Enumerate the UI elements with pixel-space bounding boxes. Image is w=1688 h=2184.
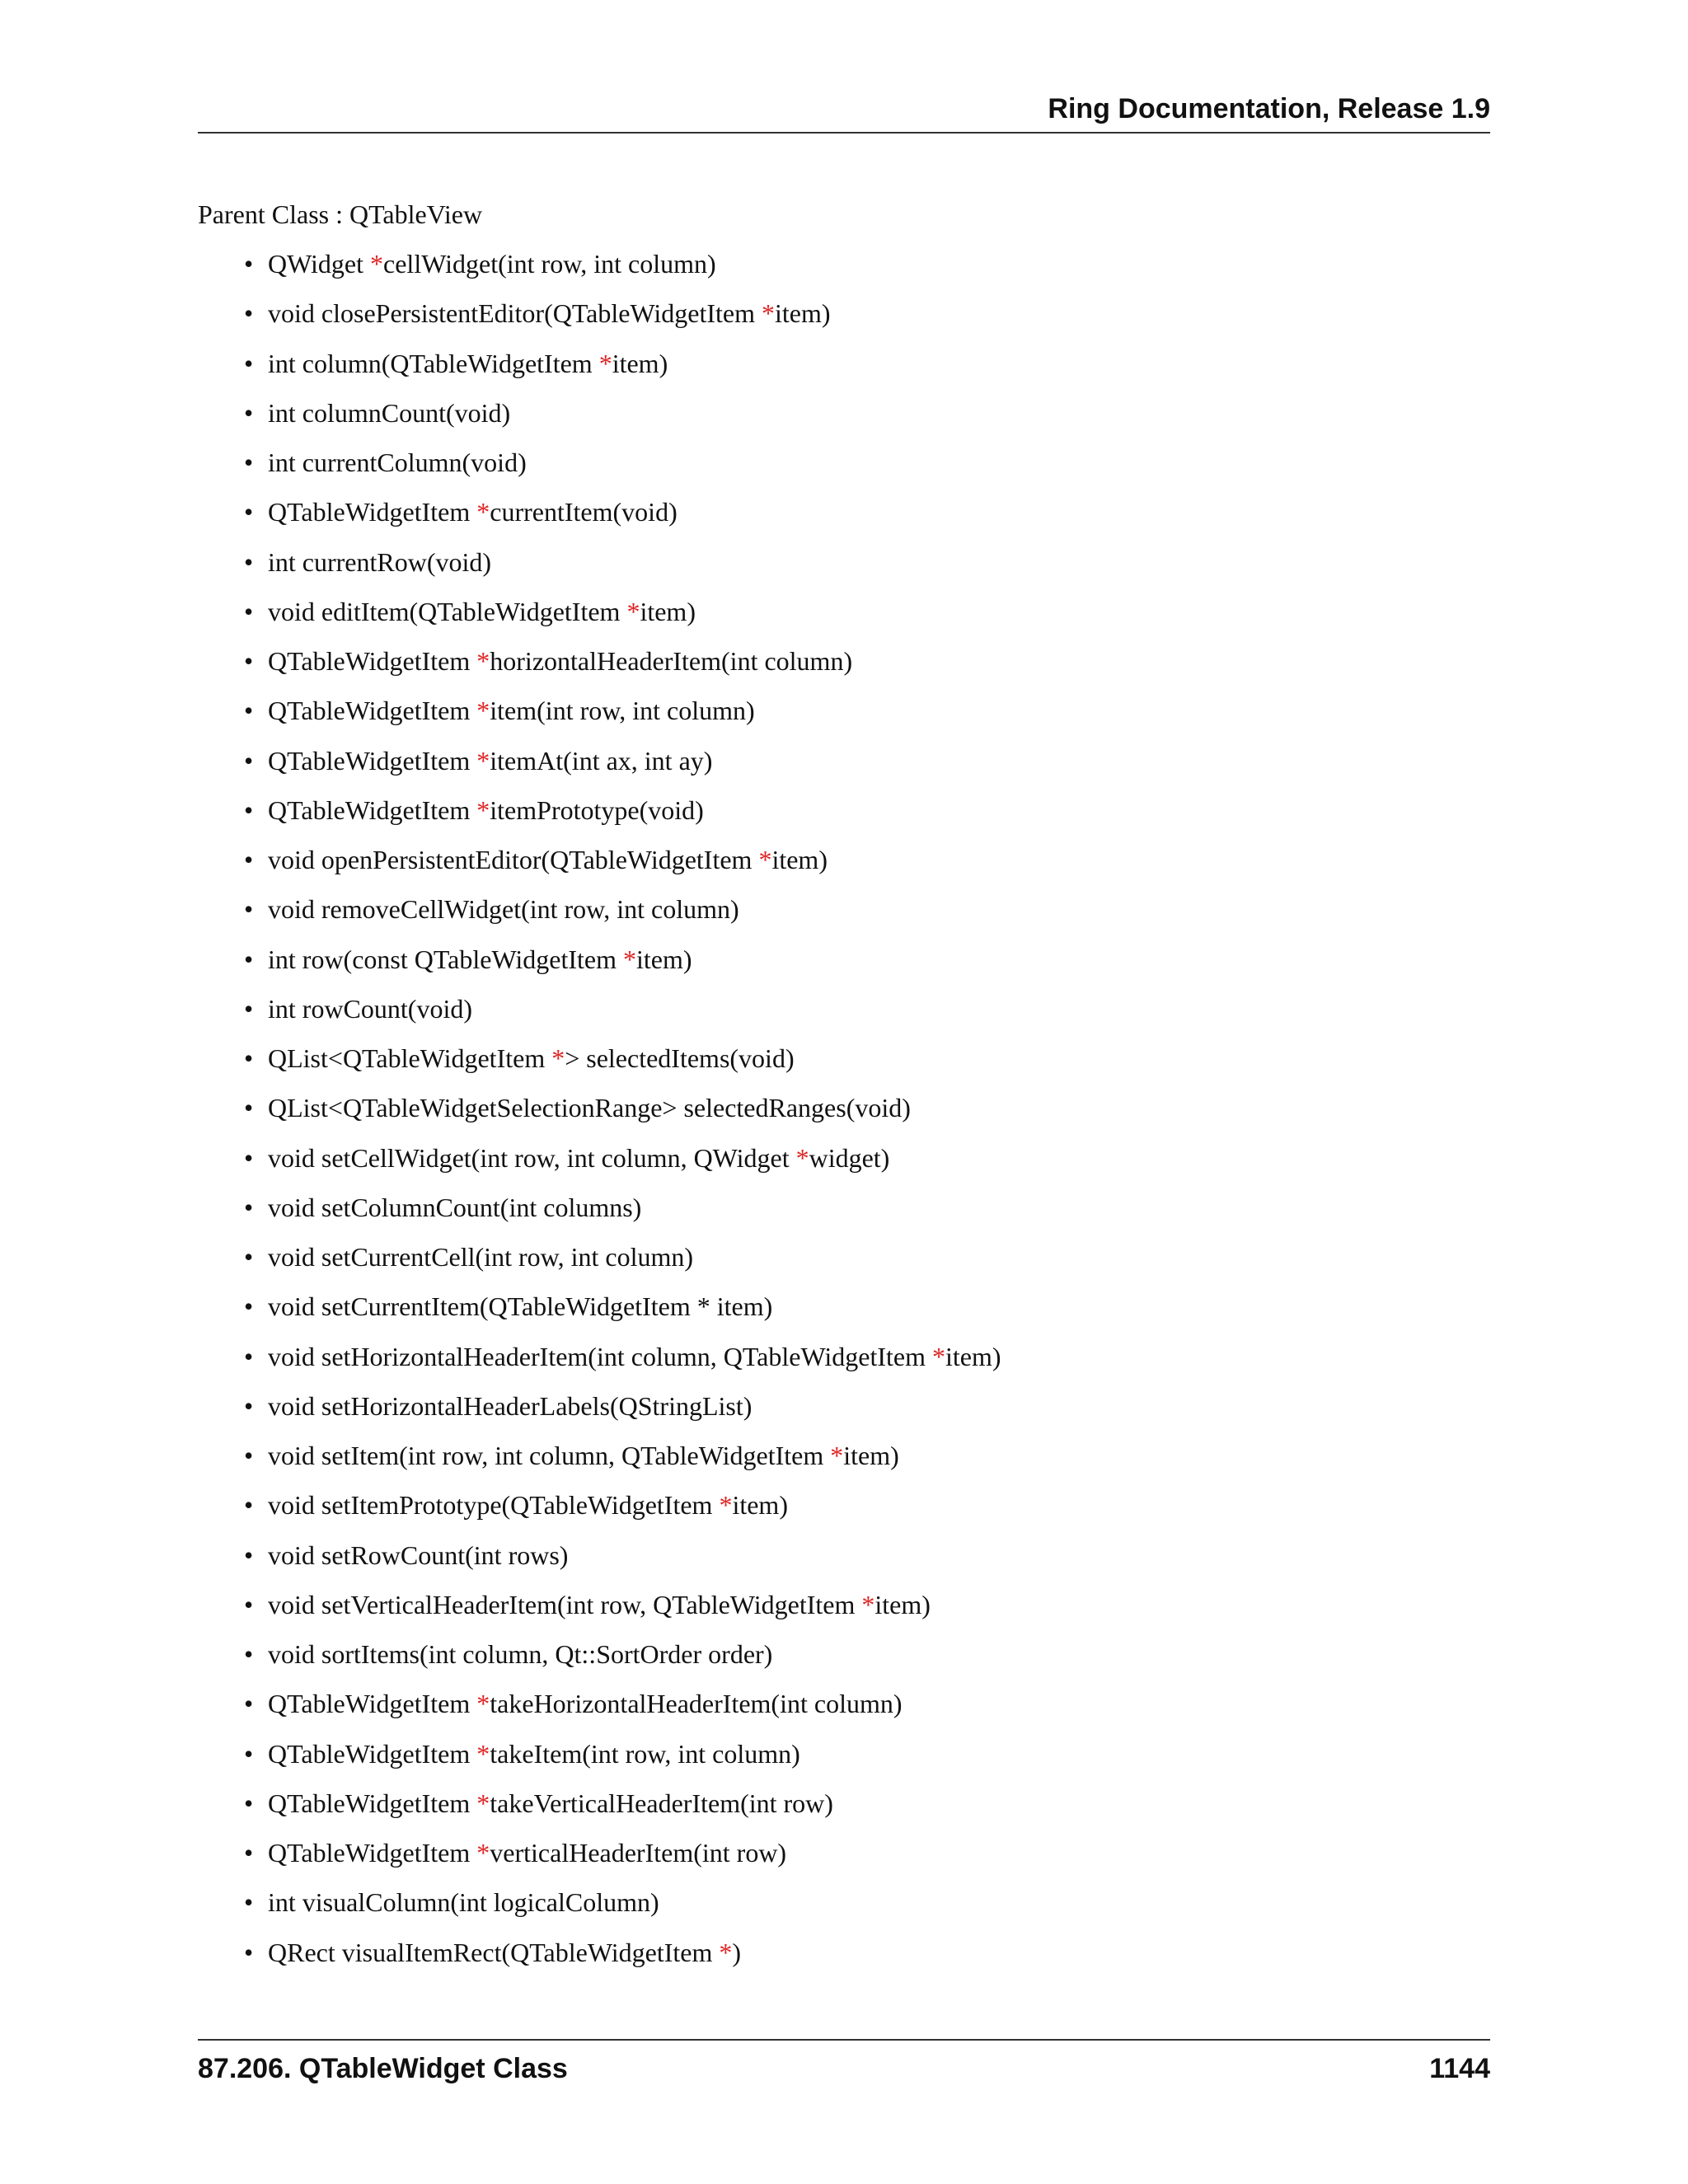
bullet-icon: • <box>244 1390 254 1421</box>
bullet-icon: • <box>244 1738 254 1769</box>
method-item <box>0 396 1001 446</box>
method-signature-part: void setHorizontalHeaderLabels(QStringList) <box>268 1390 753 1421</box>
method-item <box>0 1091 1001 1141</box>
pointer-asterisk: * <box>623 944 637 974</box>
method-item <box>0 992 1001 1042</box>
parent-class-line: Parent Class : QTableView <box>198 199 483 229</box>
pointer-asterisk: * <box>476 696 490 726</box>
bullet-icon: • <box>244 1142 254 1173</box>
method-signature-part: int currentColumn(void) <box>268 448 527 477</box>
method-signature-part: void setCellWidget(int row, int column, QWidget <box>268 1142 796 1173</box>
method-signature-part: QTableWidgetItem <box>268 794 477 825</box>
method-signature-part: verticalHeaderItem(int row) <box>490 1838 787 1868</box>
method-item <box>0 694 1001 743</box>
method-signature-part: QTableWidgetItem <box>268 497 477 527</box>
method-item <box>0 297 1001 346</box>
bullet-icon: • <box>244 397 254 428</box>
doc-title: Ring Documentation, Release 1.9 <box>1048 93 1490 124</box>
method-signature-part: item) <box>771 845 828 874</box>
method-item <box>0 1340 1001 1390</box>
bullet-icon: • <box>244 1937 254 1967</box>
method-signature-part: QTableWidgetItem <box>268 1788 477 1818</box>
pointer-asterisk: * <box>626 596 640 626</box>
method-signature-part: void closePersistentEditor(QTableWidgetItem <box>268 298 762 329</box>
method-item <box>0 1588 1001 1638</box>
method-item <box>0 1240 1001 1290</box>
bullet-icon: • <box>244 1441 254 1470</box>
method-item <box>0 446 1001 495</box>
bullet-icon: • <box>244 1887 254 1918</box>
pointer-asterisk: * <box>719 1937 733 1967</box>
bullet-icon: • <box>244 845 254 874</box>
pointer-asterisk: * <box>476 1738 490 1769</box>
pointer-asterisk: * <box>830 1441 844 1470</box>
bullet-icon: • <box>244 696 254 726</box>
method-item <box>0 1936 1001 1985</box>
pointer-asterisk: * <box>551 1043 565 1073</box>
method-signature-part: itemPrototype(void) <box>490 794 704 825</box>
section-title: 87.206. QTableWidget Class <box>198 2053 568 2084</box>
method-item <box>0 1042 1001 1091</box>
method-item <box>0 1836 1001 1886</box>
method-signature-part: int visualColumn(int logicalColumn) <box>268 1887 659 1918</box>
method-signature-part: void setCurrentCell(int row, int column) <box>268 1242 694 1272</box>
method-item <box>0 943 1001 992</box>
method-item <box>0 1886 1001 1935</box>
bullet-icon: • <box>244 249 254 279</box>
method-signature-part: void setRowCount(int rows) <box>268 1540 569 1570</box>
method-item <box>0 1439 1001 1488</box>
method-item <box>0 546 1001 595</box>
pointer-asterisk: * <box>761 298 775 329</box>
method-item <box>0 644 1001 694</box>
method-signature-part: QTableWidgetItem <box>268 1838 477 1868</box>
method-item <box>0 1787 1001 1836</box>
method-item <box>0 1390 1001 1439</box>
method-signature-part: item(int row, int column) <box>490 696 755 726</box>
method-signature-part: int row(const QTableWidgetItem <box>268 944 624 974</box>
method-signature-part: QRect visualItemRect(QTableWidgetItem <box>268 1937 720 1967</box>
method-item <box>0 347 1001 396</box>
pointer-asterisk: * <box>476 1689 490 1719</box>
method-signature-part: takeVerticalHeaderItem(int row) <box>490 1788 833 1818</box>
pointer-asterisk: * <box>476 794 490 825</box>
method-signature-part: void setItemPrototype(QTableWidgetItem <box>268 1490 720 1521</box>
method-item <box>0 595 1001 644</box>
pointer-asterisk: * <box>476 1788 490 1818</box>
pointer-asterisk: * <box>598 348 612 378</box>
bullet-icon: • <box>244 1788 254 1818</box>
method-signature-part: QList<QTableWidgetSelectionRange> selectedRanges(void) <box>268 1093 911 1123</box>
pointer-asterisk: * <box>476 646 490 676</box>
method-signature-part: item) <box>732 1490 788 1521</box>
method-signature-part: QTableWidgetItem <box>268 745 477 776</box>
method-signature-part: takeHorizontalHeaderItem(int column) <box>490 1689 903 1719</box>
method-item <box>0 843 1001 893</box>
method-item <box>0 1539 1001 1588</box>
bullet-icon: • <box>244 993 254 1024</box>
bullet-icon: • <box>244 1242 254 1272</box>
method-item <box>0 744 1001 794</box>
method-signature-part: currentItem(void) <box>490 497 678 527</box>
bullet-icon: • <box>244 1291 254 1322</box>
pointer-asterisk: * <box>476 745 490 776</box>
method-item <box>0 495 1001 545</box>
method-item <box>0 1488 1001 1538</box>
method-signature-part: void setCurrentItem(QTableWidgetItem * item) <box>268 1291 773 1322</box>
bullet-icon: • <box>244 1689 254 1719</box>
bullet-icon: • <box>244 448 254 477</box>
bullet-icon: • <box>244 1490 254 1521</box>
method-signature-part: item) <box>945 1341 1001 1371</box>
method-signature-part: item) <box>612 348 668 378</box>
bullet-icon: • <box>244 745 254 776</box>
method-signature-part: void setItem(int row, int column, QTableWidgetItem <box>268 1441 831 1470</box>
method-signature-part: item) <box>640 596 696 626</box>
bullet-icon: • <box>244 646 254 676</box>
method-signature-part: horizontalHeaderItem(int column) <box>490 646 853 676</box>
method-signature-part: item) <box>774 298 831 329</box>
bullet-icon: • <box>244 596 254 626</box>
pointer-asterisk: * <box>931 1341 945 1371</box>
method-signature-part: takeItem(int row, int column) <box>490 1738 800 1769</box>
pointer-asterisk: * <box>370 249 384 279</box>
bullet-icon: • <box>244 348 254 378</box>
method-signature-part: int rowCount(void) <box>268 993 472 1024</box>
method-item <box>0 1191 1001 1240</box>
method-signature-part: cellWidget(int row, int column) <box>383 249 716 279</box>
method-signature-part: int column(QTableWidgetItem <box>268 348 599 378</box>
method-signature-part: QTableWidgetItem <box>268 1738 477 1769</box>
pointer-asterisk: * <box>758 845 772 874</box>
method-item <box>0 1141 1001 1191</box>
page-number: 1144 <box>1429 2053 1490 2084</box>
method-signature-part: QTableWidgetItem <box>268 646 477 676</box>
method-signature-part: void setColumnCount(int columns) <box>268 1192 642 1222</box>
bullet-icon: • <box>244 546 254 577</box>
method-signature-part: void openPersistentEditor(QTableWidgetItem <box>268 845 759 874</box>
method-signature-part: QList<QTableWidgetItem <box>268 1043 552 1073</box>
bullet-icon: • <box>244 1589 254 1619</box>
bullet-icon: • <box>244 497 254 527</box>
bullet-icon: • <box>244 1043 254 1073</box>
method-signature-part: item) <box>636 944 692 974</box>
method-signature-part: void sortItems(int column, Qt::SortOrder order) <box>268 1639 773 1669</box>
method-signature-part: void setHorizontalHeaderItem(int column, QTableWidgetItem <box>268 1341 932 1371</box>
bullet-icon: • <box>244 794 254 825</box>
method-item <box>0 1737 1001 1787</box>
pointer-asterisk: * <box>719 1490 733 1521</box>
bullet-icon: • <box>244 1341 254 1371</box>
bullet-icon: • <box>244 894 254 925</box>
method-item <box>0 1638 1001 1687</box>
bullet-icon: • <box>244 1093 254 1123</box>
bullet-icon: • <box>244 944 254 974</box>
bullet-icon: • <box>244 1639 254 1669</box>
pointer-asterisk: * <box>795 1142 809 1173</box>
method-signature-part: void setVerticalHeaderItem(int row, QTableWidgetItem <box>268 1589 862 1619</box>
method-signature-part: QTableWidgetItem <box>268 1689 477 1719</box>
method-item <box>0 893 1001 942</box>
page-header <box>198 91 1490 134</box>
method-signature-part: void editItem(QTableWidgetItem <box>268 596 627 626</box>
method-signature-part: int currentRow(void) <box>268 546 492 577</box>
bullet-icon: • <box>244 1838 254 1868</box>
pointer-asterisk: * <box>861 1589 875 1619</box>
method-signature-part: QTableWidgetItem <box>268 696 477 726</box>
bullet-icon: • <box>244 1540 254 1570</box>
pointer-asterisk: * <box>476 1838 490 1868</box>
bullet-icon: • <box>244 298 254 329</box>
method-item <box>0 1290 1001 1339</box>
method-signature-part: item) <box>874 1589 931 1619</box>
method-list <box>0 247 1001 1985</box>
method-item <box>0 247 1001 297</box>
method-item <box>0 794 1001 843</box>
method-signature-part: QWidget <box>268 249 371 279</box>
method-item <box>0 1687 1001 1736</box>
method-signature-part: item) <box>843 1441 899 1470</box>
bullet-icon: • <box>244 1192 254 1222</box>
method-signature-part: ) <box>732 1937 742 1967</box>
page-footer <box>198 2039 1490 2084</box>
method-signature-part: void removeCellWidget(int row, int column) <box>268 894 739 925</box>
method-signature-part: int columnCount(void) <box>268 397 511 428</box>
method-signature-part: itemAt(int ax, int ay) <box>490 745 713 776</box>
pointer-asterisk: * <box>476 497 490 527</box>
method-signature-part: > selectedItems(void) <box>565 1043 795 1073</box>
method-signature-part: widget) <box>809 1142 890 1173</box>
